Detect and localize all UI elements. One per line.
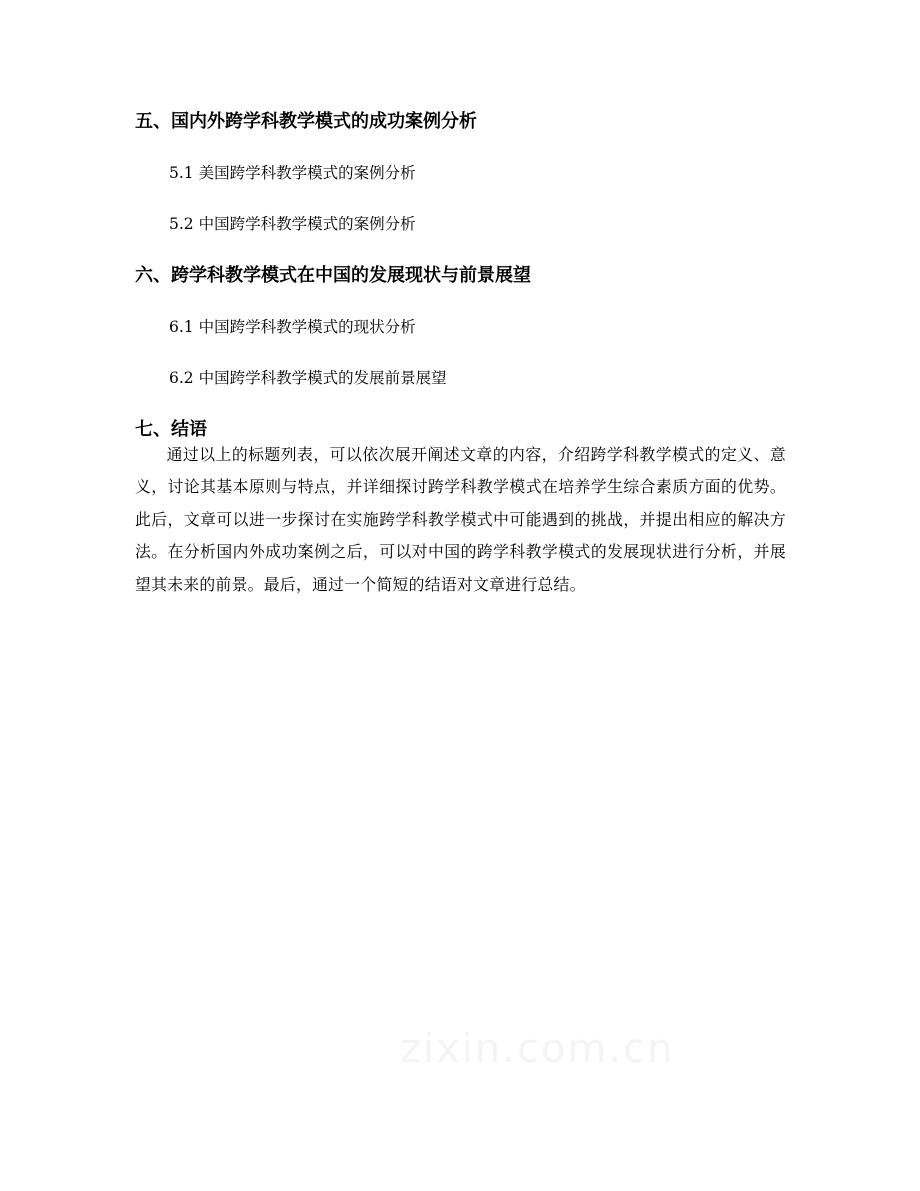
subsection-6-1: 6.1 中国跨学科教学模式的现状分析: [169, 318, 416, 336]
conclusion-paragraph: 通过以上的标题列表，可以依次展开阐述文章的内容，介绍跨学科教学模式的定义、意义，讨论其基本原则与特点，并详细探讨跨学科教学模式在培养学生综合素质方面的优势。此后，文章可以进一步探讨在实施跨学科教学模式中可能遇到的挑战，并提出相应的解决方法。在分析国内外成功案例之后，可以对中国的跨学科教学模式的发展现状进行分析，并展望其未来的前景。最后，通过一个简短的结语对文章进行总结。: [135, 445, 786, 594]
subsection-6-2: 6.2 中国跨学科教学模式的发展前景展望: [169, 369, 447, 387]
subsection-5-1: 5.1 美国跨学科教学模式的案例分析: [169, 164, 416, 182]
subsection-5-2: 5.2 中国跨学科教学模式的案例分析: [169, 215, 416, 233]
section-heading-6: 六、跨学科教学模式在中国的发展现状与前景展望: [135, 265, 531, 286]
watermark: zixin.com.cn: [400, 1026, 675, 1072]
section-heading-5: 五、国内外跨学科教学模式的成功案例分析: [135, 111, 477, 132]
section-heading-7: 七、结语: [135, 419, 207, 440]
